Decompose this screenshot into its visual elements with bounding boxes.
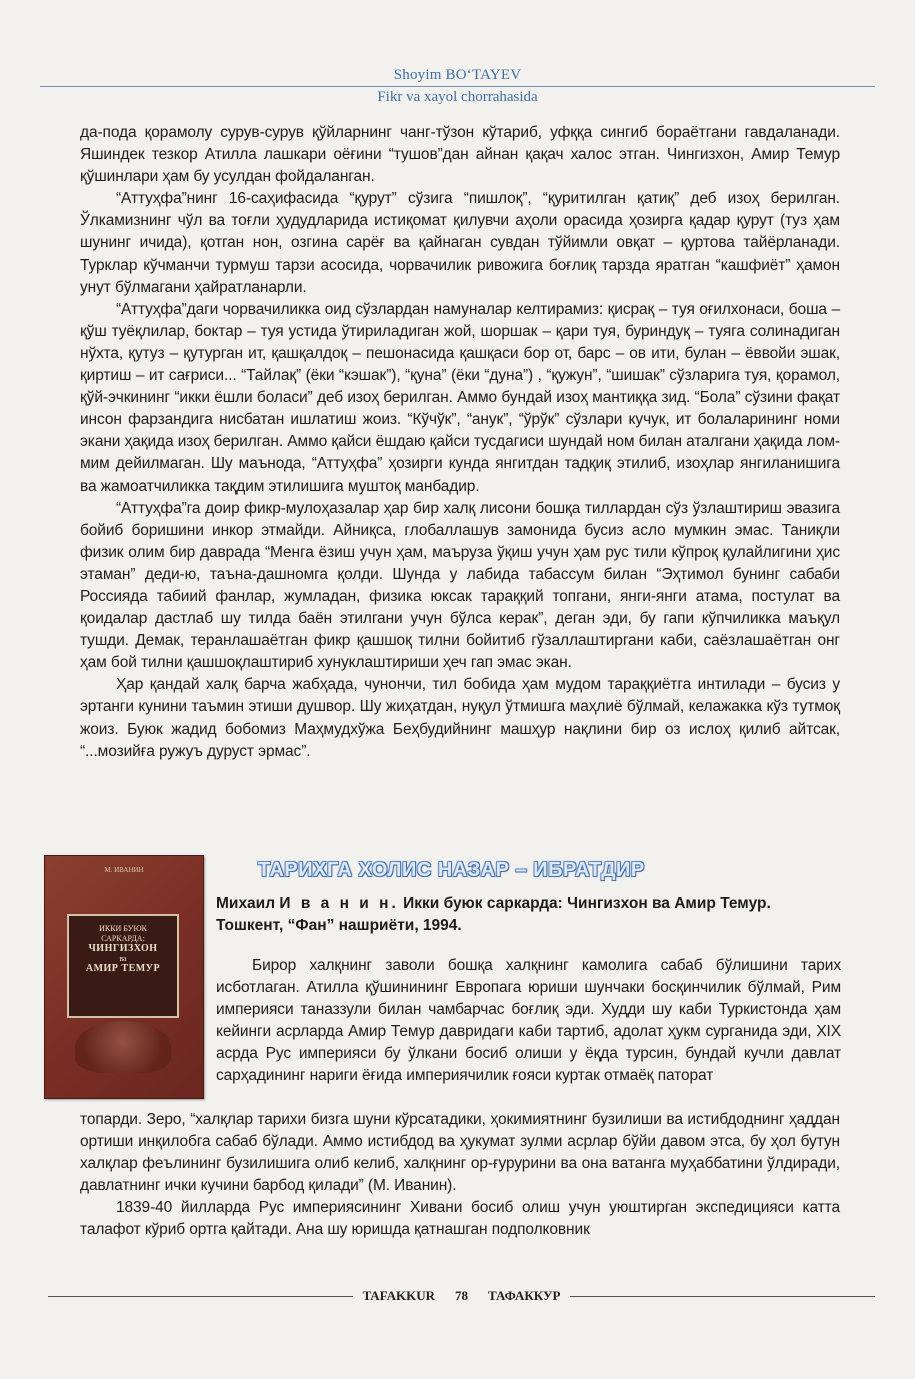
cover-line: АМИР ТЕМУР <box>85 963 161 974</box>
cover-ornament <box>75 1021 171 1073</box>
header-book-title: Fikr va xayol chorrahasida <box>377 89 538 105</box>
paragraph: Бирор халқнинг заволи бошқа халқнинг камолига сабаб бўлишини тарих исботлаган. Атилла қўшинининг Европага юриши шунчаки босқинчилик бўлмай, Рим империяси таназзули билан чамбарчас боғлиқ эди. Худди шу каби Туркистонда ҳам кейинги асрларда Амир Темур давридаги каби тартиб, адолат ҳукм сурганида эди, XIX асрда Рус империяси бу ўлкани босиб олиши у ёқда турсин, бундай кучли давлат сарҳадининг нариги ёғида империячилик ғояси куртак отмаёқ паторат <box>216 957 841 1085</box>
section-heading: ТАРИХГА ХОЛИС НАЗАР – ИБРАТДИР <box>258 859 645 881</box>
page-footer <box>48 1286 875 1306</box>
ref-author-last: И в а н и н. <box>279 895 399 912</box>
running-header <box>40 66 875 110</box>
book-cover-image <box>44 855 204 1099</box>
cover-line: ИККИ БУЮК <box>99 924 147 933</box>
footer-rule-left <box>48 1296 353 1297</box>
ref-author-first: Михаил <box>216 895 276 912</box>
paragraph: 1839-40 йилларда Рус империясининг Хивани босиб олиш учун уюштирган экспедицияси катта талафот кўриб ортга қайтади. Ана шу юришда қатнашган подполковник <box>80 1199 840 1239</box>
header-author: Shoyim BO‘TAYEV <box>393 67 522 83</box>
cover-author: М. ИВАНИН <box>104 866 144 874</box>
review-text-wrapped <box>216 955 841 1088</box>
footer-label-cyrillic: ТАФАККУР <box>488 1288 561 1303</box>
ref-publisher: Тошкент, “Фан” нашриёти, 1994. <box>216 917 462 935</box>
header-rule <box>40 86 875 87</box>
cover-line: САРКАРДА: <box>101 934 145 943</box>
cover-line: ЧИНГИЗХОН <box>88 943 158 954</box>
paragraph: да-пода қорамолу сурув-сурув қўйларнинг чанг-тўзон кўтариб, уфққа сингиб бораётгани гавдаланади. Яшиндек тезкор Атилла лашкари оёғини “тушов”дан айнан қақач халос этган. Чингизхон, Амир Темур қўшинлари ҳам бу усулдан фойдаланган. <box>80 124 840 186</box>
main-text <box>80 122 840 763</box>
paragraph: “Аттуҳфа”нинг 16-саҳифасида “қурут” сўзига “пишлоқ”, “қуритилган қатиқ” деб изоҳ берилган. Ўлкамизнинг чўл ва тоғли ҳудудларида истиқомат қилувчи аҳоли орасида ҳозирга қадар қурут (туз ҳам шунинг ичида), қотган нон, озгина сарёғ ва қайнаган сувдан тўйимли овқат – қуртова тайёрланади. Турклар кўчманчи турмуш тарзи асосида, чорвачилик ривожига боғлиқ тарзда яратган “кашфиёт” ҳамон унут бўлмагани ҳайратланарли. <box>80 190 840 296</box>
review-text-full <box>80 1109 840 1242</box>
ref-title: Икки буюк саркарда: Чингизхон ва Амир Темур. <box>403 895 771 912</box>
paragraph: “Аттуҳфа”га доир фикр-мулоҳазалар ҳар бир халқ лисони бошқа тиллардан сўз ўзлаштириш эвазига бойиб боришини инкор этмайди. Айниқса, глобаллашув замонида бусиз асло мумкин эмас. Таниқли физик олим бир даврада “Менга ёзиш учун ҳам, маъруза ўқиш учун ҳам рус тили кўпроқ қулайлигини ҳис этаман” деди-ю, таъна-дашномга қолди. Шунда у лабида табассум билан “Эҳтимол бунинг сабаби Россияда табиий фанлар, жумладан, физика юксак тараққий топгани, янги-янги атама, постулат ва қоидалар дастлаб шу тилда баён этилгани учун бўлса керак”, деган эди, бу гапи кўпчиликка маъқул тушди. Демак, теранлашаётган фикр қашшоқ тилни бойитиб гўзаллаштиргани каби, саёзлашаётган онг ҳам бой тилни қашшоқлаштириб хунуклаштириши ҳеч гап эмас экан. <box>80 499 840 672</box>
paragraph: топарди. Зеро, “халқлар тарихи бизга шуни кўрсатадики, ҳокимиятнинг бузилиши ва истибдоднинг ҳаддан ортиши инқилобга сабаб бўлади. Аммо истибдод ва ҳукумат зулми асрлар бўйи давом этса, бу ҳол бутун халқлар феълининг бузилишига олиб келиб, халқнинг ор-ғурурини ва она ватанга муҳаббатини ўлдиради, давлатнинг ички кучини барбод қилади” (М. Иванин). <box>80 1111 840 1195</box>
footer-rule-right <box>570 1296 875 1297</box>
cover-title-frame <box>67 914 179 1018</box>
paragraph: “Аттуҳфа”даги чорвачиликка оид сўзлардан намуналар келтирамиз: қисрақ – туя оғилхонаси, боша – қўш туёқлилар, боктар – туя устида ўтириладиган жой, шоршак – қари туя, буриндуқ – туяга солинадиган нўхта, қутуз – қутурган ит, қашқалдоқ – пешонасида қашқаси бор от, барс – ов ити, булан – ёввойи эшак, қиртиш – ит сағриси... “Тайлақ” (ёки “кэшак”), “қуна” (ёки “дуна”) , “қужун”, “шишак” сўзларига туя, қорамол, қўй-эчкининг “икки ёшли боласи” деб изоҳ берилган. Аммо бундай изоҳ мантиққа зид. “Бола” сўзини фақат инсон фарзандига нисбатан ишлатиш жоиз. “Кўчўк”, “анук”, “ўрўк” сўзлари кучук, ит болаларининг номи экани ҳақида изоҳ берилган. Аммо қайси ёшдаю қайси тусдагиси шундай ном билан аталгани ҳақида лом-мим дейилмаган. Шу маънода, “Аттуҳфа” ҳозирги кунда янгитдан тадқиқ этилиб, изоҳлар янгиланишига ва жамоатчиликка тақдим этилишига муштоқ манбадир. <box>80 300 840 495</box>
cover-line: ва <box>119 954 127 963</box>
footer-label-latin: TAFAKKUR <box>362 1288 436 1303</box>
page-number: 78 <box>455 1288 469 1303</box>
book-reference <box>216 893 841 937</box>
paragraph: Ҳар қандай халқ барча жабҳада, чунончи, тил бобида ҳам мудом тараққиётга интилади – бусиз у эртанги кунини таъмин этиши душвор. Шу жиҳатдан, нуқул ўтмишга маҳлиё бўлмай, келажакка кўз тутмоқ жоиз. Буюк жадид бобомиз Маҳмудхўжа Беҳбудийнинг машҳур нақлини бир оз ислоҳ қилиб айтсак, “...мозийға ружуъ дуруст эрмас”. <box>80 676 840 760</box>
